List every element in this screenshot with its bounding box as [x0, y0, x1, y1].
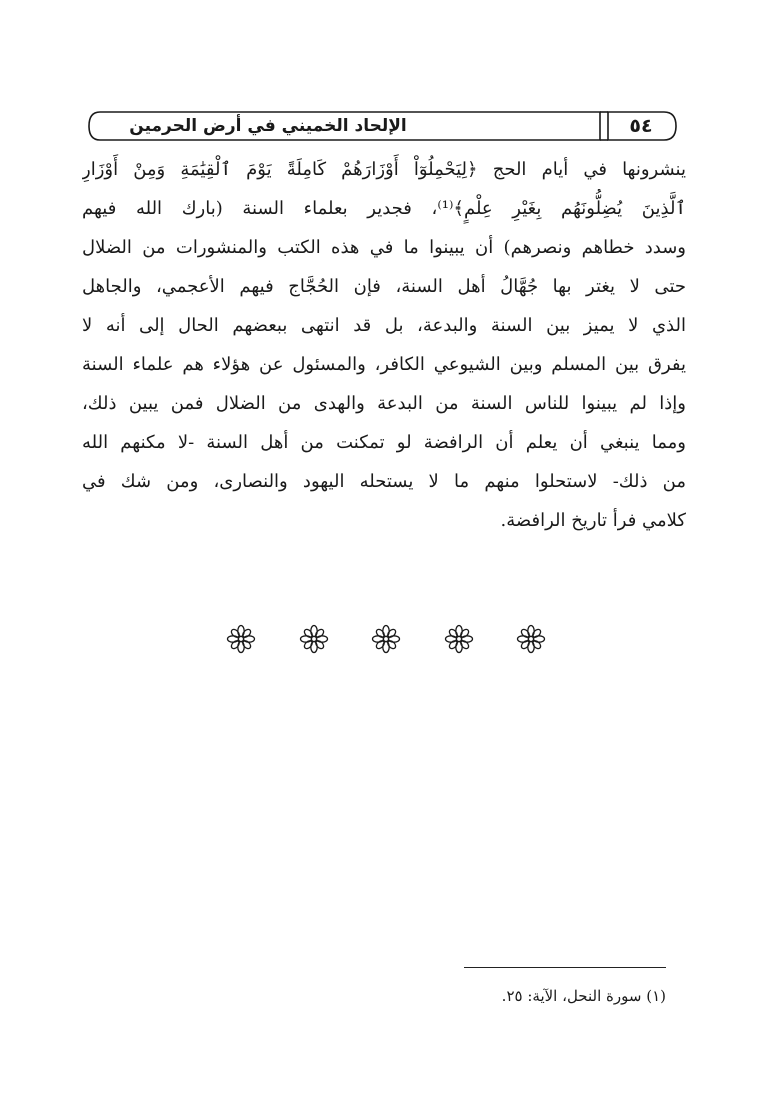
text-line: ٱلَّذِينَ يُضِلُّونَهُم بِغَيْرِ عِلْمٍ﴾⁽¹⁾، فجدير بعلماء السنة (بارك الله فيهم [82, 198, 686, 219]
text-line: من ذلك- لاستحلوا منهم ما لا يستحله اليهود والنصارى، ومن شك في [82, 471, 686, 492]
footnote-separator [464, 967, 666, 968]
flower-ornament-icon [444, 624, 474, 654]
flower-ornament-icon [516, 624, 546, 654]
text-line: ومما ينبغي أن يعلم أن الرافضة لو تمكنت من أهل السنة -لا مكنهم الله [82, 432, 686, 453]
footnote: (١) سورة النحل، الآية: ٢٥. [501, 987, 666, 1005]
text-line: وسدد خطاهم ونصرهم) أن يبينوا ما في هذه الكتب والمنشورات من الضلال [82, 237, 686, 258]
flower-ornament-icon [371, 624, 401, 654]
text-line: ينشرونها في أيام الحج ﴿لِيَحْمِلُوٓاْ أَوْزَارَهُمْ كَامِلَةً يَوْمَ ٱلْقِيَٰمَةِ وَمِنْ أَوْزَارِ [82, 159, 686, 180]
header-title: الإلحاد الخميني في أرض الحرمين [129, 116, 407, 136]
text-line: يفرق بين المسلم وبين الشيوعي الكافر، والمسئول عن هؤلاء هم علماء السنة [82, 354, 686, 375]
page-header [86, 109, 682, 143]
text-line: كلامي فرأ تاريخ الرافضة. [500, 510, 686, 531]
section-divider-ornaments [226, 622, 546, 656]
text-line: وإذا لم يبينوا للناس السنة من البدعة والهدى من الضلال فمن يبين ذلك، [82, 393, 686, 414]
text-line: حتى لا يغتر بها جُهَّالُ أهل السنة، فإن الحُجَّاج فيهم الأعجمي، والجاهل [82, 276, 686, 297]
page-number: ٥٤ [629, 115, 653, 137]
flower-ornament-icon [226, 624, 256, 654]
flower-ornament-icon [299, 624, 329, 654]
text-line: الذي لا يميز بين السنة والبدعة، بل قد انتهى ببعضهم الحال إلى أنه لا [82, 315, 686, 336]
body-text [82, 150, 686, 540]
